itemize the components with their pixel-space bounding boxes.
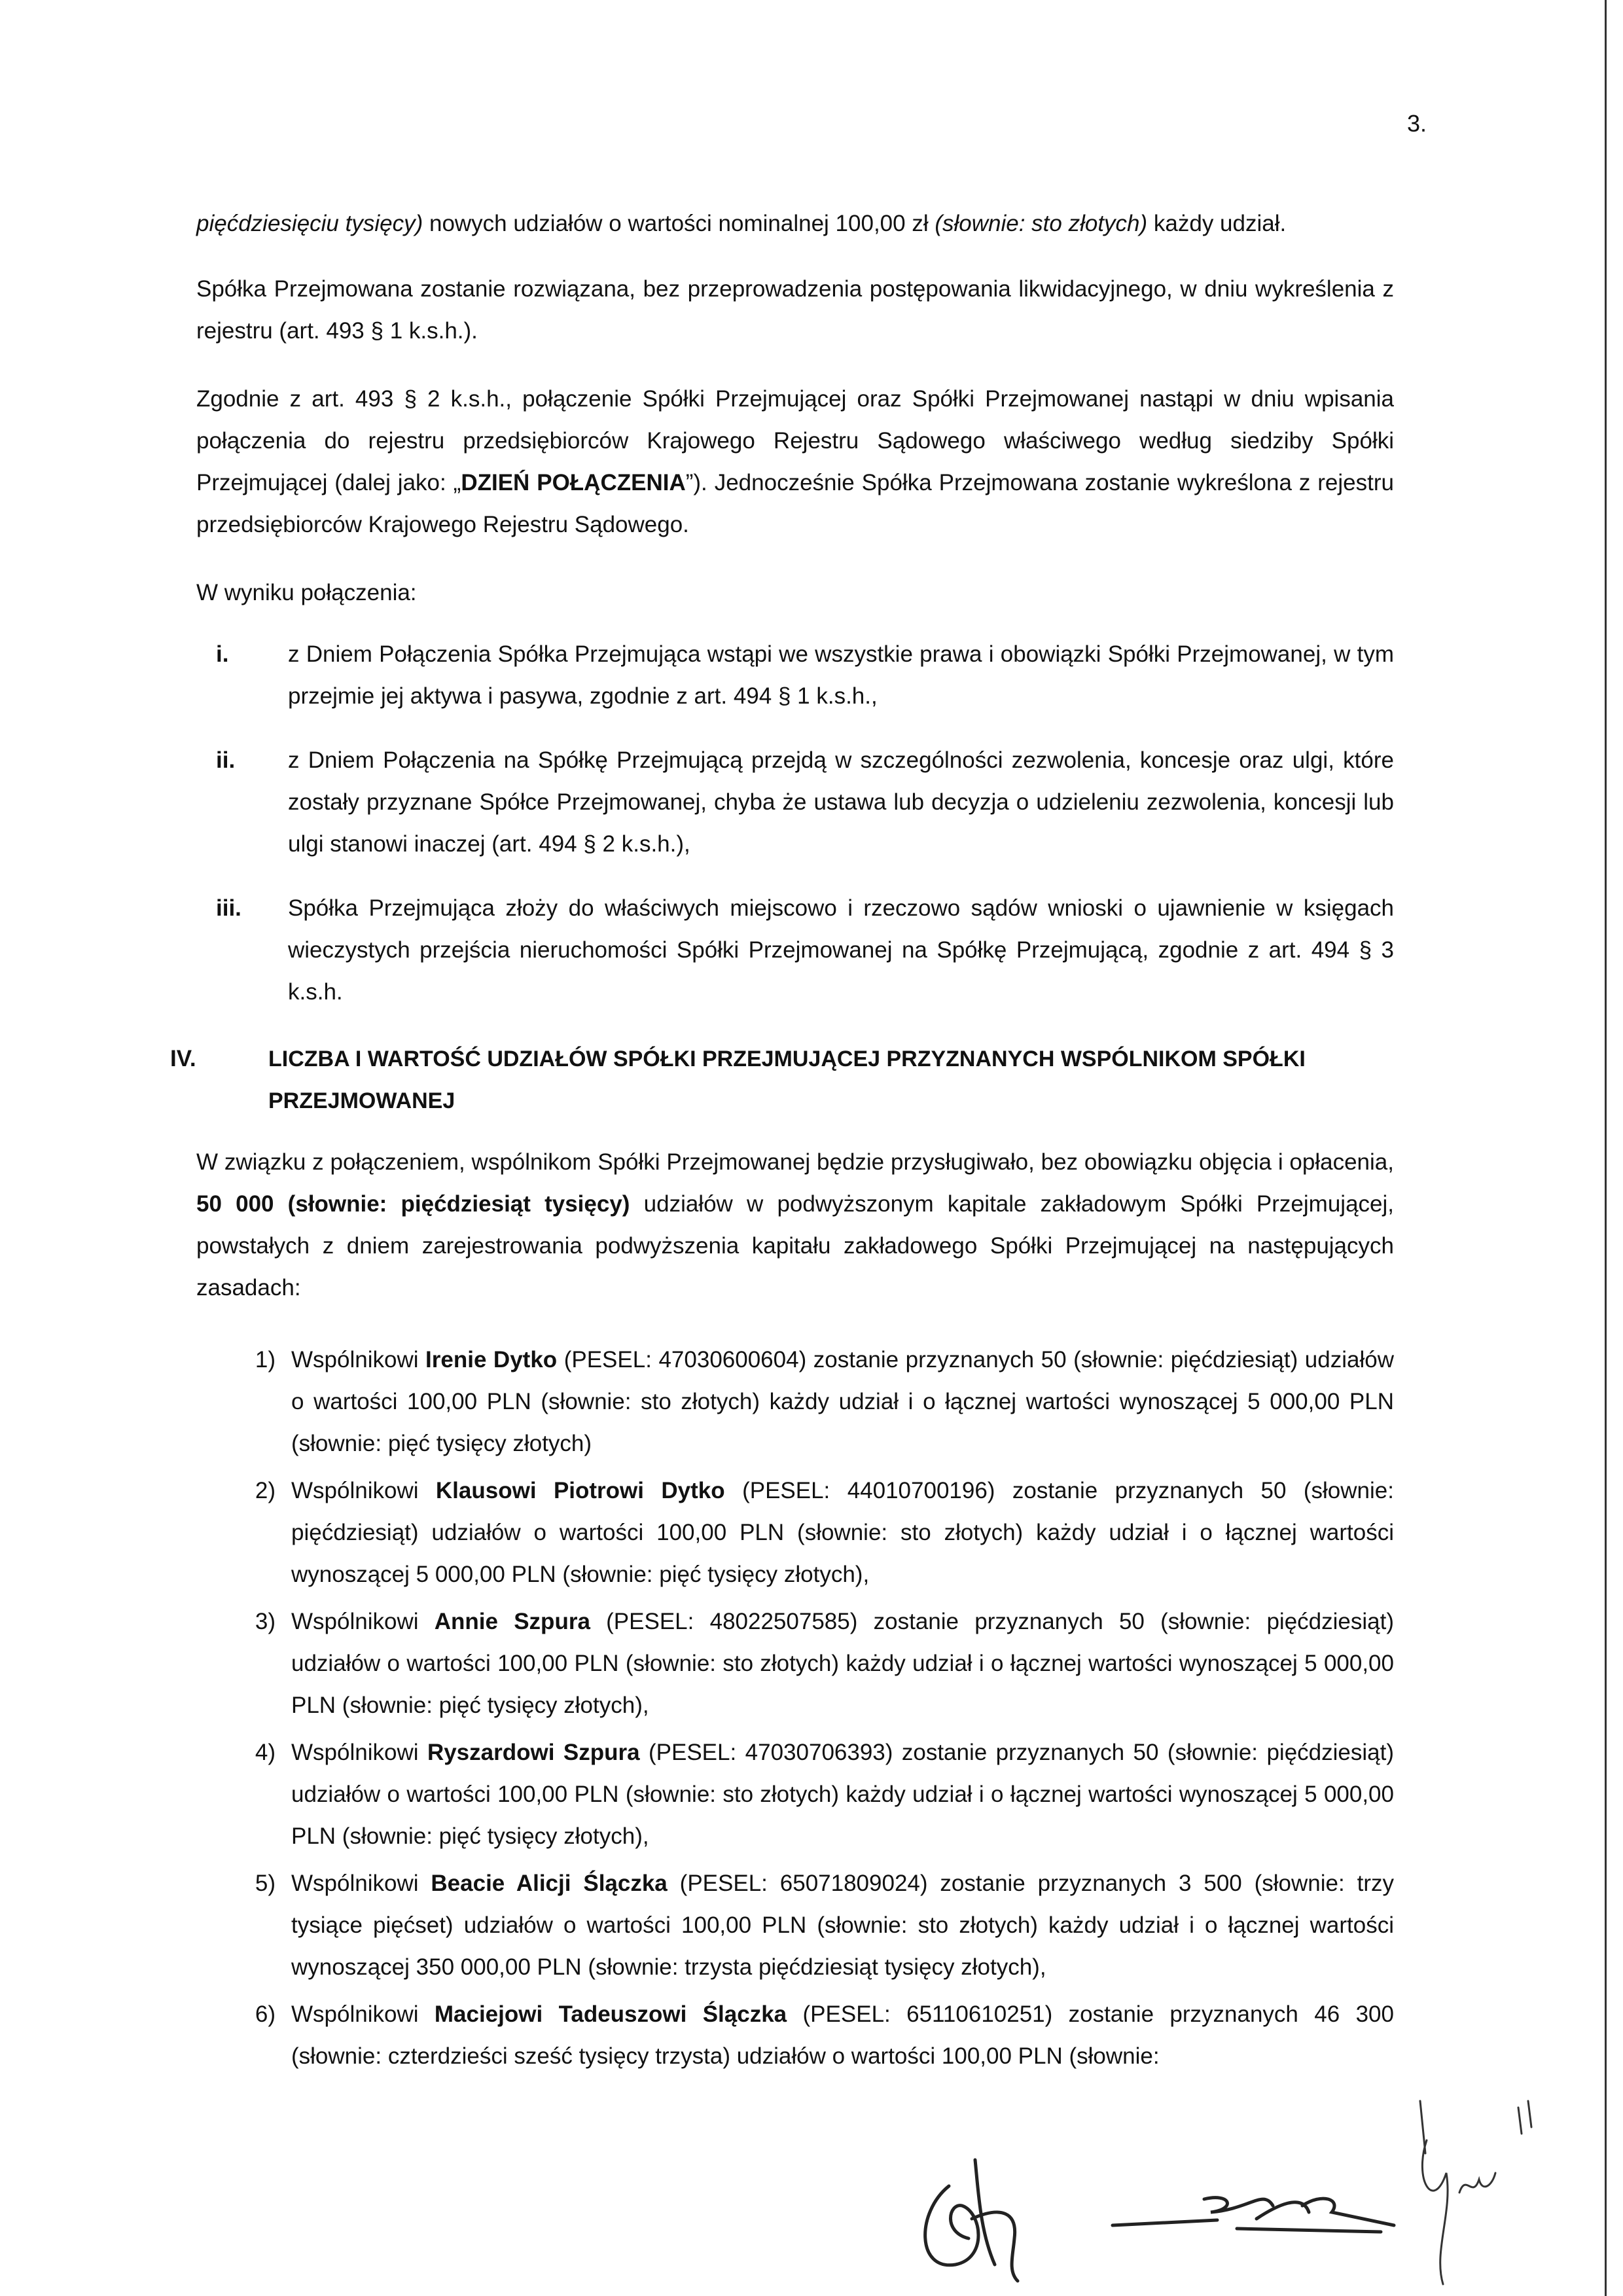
shareholder-item-text: [291, 1732, 1394, 1857]
result-intro: W wyniku połączenia:: [196, 580, 417, 605]
page-number: 3.: [1407, 110, 1427, 137]
list-item-text: Spółka Przejmująca złoży do właściwych miejscowo i rzeczowo sądów wnioski o ujawnienie w księgach wieczystych przejścia nieruchomości Spółki Przejmowanej na Spółkę Przejmującą, zgodnie z art. 494 § 3 k.s.h.: [288, 895, 1394, 1005]
shareholder-details: (PESEL: 65071809024) zostanie przyznanych 3 500 (słownie: trzy tysiące pięćset) udziałów o wartości 100,00 PLN (słownie: sto złotych) każdy udział i o łącznej wartości wynoszącej 350 000,00 PLN (słownie: trzysta pięćdziesiąt tysięcy złotych),: [291, 1871, 1394, 1980]
shareholder-item-number: 5): [255, 1871, 276, 1896]
shareholder-prefix: Wspólnikowi: [291, 1478, 436, 1503]
shareholder-item: [196, 1863, 1394, 1988]
shareholder-item-number: 1): [255, 1347, 276, 1372]
shareholder-name: Irenie Dytko: [425, 1347, 558, 1372]
shareholder-item-number: 2): [255, 1478, 276, 1503]
merger-text-b: ”). Jednocześnie Spółka Przejmowana zostanie wykreślona z rejestru przedsiębiorców Krajowego Rejestru Sądowego.: [196, 470, 1394, 537]
shareholder-name: Annie Szpura: [434, 1609, 590, 1634]
shareholder-item: [196, 1339, 1394, 1465]
shareholder-item-number: 3): [255, 1609, 276, 1634]
section-iv-intro: [196, 1141, 1394, 1309]
shareholder-item: [196, 1470, 1394, 1596]
shareholder-prefix: Wspólnikowi: [291, 1609, 435, 1634]
intro-slownie-italic: (słownie: sto złotych): [935, 211, 1148, 236]
shareholder-item-number: 4): [255, 1740, 276, 1765]
dissolution-paragraph: Spółka Przejmowana zostanie rozwiązana, bez przeprowadzenia postępowania likwidacyjnego, w dniu wykreślenia z rejestru (art. 493 § 1 k.s.h.).: [196, 276, 1394, 344]
intro-paragraph: [196, 203, 1394, 245]
shareholder-item-text: [291, 1470, 1394, 1596]
list-item-text: z Dniem Połączenia na Spółkę Przejmującą przejdą w szczególności zezwolenia, koncesje oraz ulgi, które zostały przyznane Spółce Przejmowanej, chyba że ustawa lub decyzja o udzieleniu zezwolenia, koncesji lub ulgi stanowi inaczej (art. 494 § 2 k.s.h.),: [288, 747, 1394, 857]
section-title: LICZBA I WARTOŚĆ UDZIAŁÓW SPÓŁKI PRZEJMUJĄCEJ PRZYZNANYCH WSPÓLNIKOM SPÓŁKI PRZEJMOWANEJ: [268, 1047, 1306, 1113]
shareholder-details: (PESEL: 48022507585) zostanie przyznanych 50 (słownie: pięćdziesiąt) udziałów o wartości 100,00 PLN (słownie: sto złotych) każdy udział i o łącznej wartości wynoszącej 5 000,00 PLN (słownie: pięć tysięcy złotych),: [291, 1609, 1394, 1718]
list-item: [196, 634, 1394, 717]
document-body: [170, 203, 1394, 2083]
shareholder-details: (PESEL: 47030706393) zostanie przyznanych 50 (słownie: pięćdziesiąt) udziałów o wartości 100,00 PLN (słownie: sto złotych) każdy udział i o łącznej wartości wynoszącej 5 000,00 PLN (słownie: pięć tysięcy złotych),: [291, 1740, 1394, 1849]
intro-text-a: nowych udziałów o wartości nominalnej 100,00 zł: [423, 211, 935, 236]
scan-edge-line: [1605, 0, 1607, 2296]
shareholder-item: [196, 1601, 1394, 1727]
section-intro-text-a: W związku z połączeniem, wspólnikom Spółki Przejmowanej będzie przysługiwało, bez obowiązku objęcia i opłacenia,: [196, 1149, 1394, 1175]
shareholder-name: Beacie Alicji Ślączka: [431, 1871, 668, 1896]
shareholder-item-text: [291, 1994, 1394, 2077]
intro-lead-italic: pięćdziesięciu tysięcy): [196, 211, 423, 236]
shareholder-prefix: Wspólnikowi: [291, 2001, 435, 2027]
shareholder-details: (PESEL: 65110610251) zostanie przyznanych 46 300 (słownie: czterdzieści sześć tysięcy trzysta) udziałów o wartości 100,00 PLN (słownie:: [291, 2001, 1394, 2069]
shareholder-item-text: [291, 1863, 1394, 1988]
shareholder-prefix: Wspólnikowi: [291, 1347, 426, 1372]
shareholder-name: Ryszardowi Szpura: [427, 1740, 640, 1765]
list-item-text: z Dniem Połączenia Spółka Przejmująca wstąpi we wszystkie prawa i obowiązki Spółki Przejmowanej, w tym przejmie jej aktywa i pasywa, zgodnie z art. 494 § 1 k.s.h.,: [288, 641, 1394, 709]
section-intro-bold: 50 000 (słownie: pięćdziesiąt tysięcy): [196, 1191, 630, 1217]
shareholder-item-text: [291, 1339, 1394, 1465]
shareholder-name: Klausowi Piotrowi Dytko: [435, 1478, 725, 1503]
shareholder-list: [196, 1339, 1394, 2077]
list-item: [196, 888, 1394, 1013]
shareholder-item: [196, 1994, 1394, 2077]
signature-3: [1407, 2094, 1577, 2291]
merger-text-a: Zgodnie z art. 493 § 2 k.s.h., połączenie Spółki Przejmującej oraz Spółki Przejmowanej nastąpi w dniu wpisania połączenia do rejestru przedsiębiorców Krajowego Rejestru Sądowego właściwego według siedziby Spółki Przejmującej (dalej jako: „: [196, 386, 1394, 495]
shareholder-prefix: Wspólnikowi: [291, 1871, 431, 1896]
section-iv-heading: [170, 1038, 1394, 1122]
result-list: [196, 634, 1394, 1013]
list-item-number: iii.: [216, 895, 241, 921]
shareholder-item-text: [291, 1601, 1394, 1727]
intro-text-b: każdy udział.: [1147, 211, 1287, 236]
signature-1: [903, 2140, 1047, 2284]
shareholder-item-number: 6): [255, 2001, 276, 2027]
shareholder-prefix: Wspólnikowi: [291, 1740, 427, 1765]
shareholder-item: [196, 1732, 1394, 1857]
merger-paragraph: [196, 378, 1394, 546]
shareholder-name: Maciejowi Tadeuszowi Ślączka: [434, 2001, 787, 2027]
signature-2: [1106, 2179, 1407, 2251]
list-item-number: ii.: [216, 747, 236, 773]
shareholder-details: (PESEL: 44010700196) zostanie przyznanych 50 (słownie: pięćdziesiąt) udziałów o wartości 100,00 PLN (słownie: sto złotych) każdy udział i o łącznej wartości wynoszącej 5 000,00 PLN (słownie: pięć tysięcy złotych),: [291, 1478, 1394, 1587]
shareholder-details: (PESEL: 47030600604) zostanie przyznanych 50 (słownie: pięćdziesiąt) udziałów o wartości 100,00 PLN (słownie: sto złotych) każdy udział i o łącznej wartości wynoszącej 5 000,00 PLN (słownie: pięć tysięcy złotych): [291, 1347, 1394, 1456]
list-item: [196, 740, 1394, 865]
list-item-number: i.: [216, 641, 229, 667]
merger-day-term: DZIEŃ POŁĄCZENIA: [461, 470, 686, 495]
section-number: IV.: [170, 1046, 196, 1071]
section-intro-text-b: udziałów w podwyższonym kapitale zakładowym Spółki Przejmującej, powstałych z dniem zarejestrowania podwyższenia kapitału zakładowego Spółki Przejmującej na następujących zasadach:: [196, 1191, 1394, 1300]
